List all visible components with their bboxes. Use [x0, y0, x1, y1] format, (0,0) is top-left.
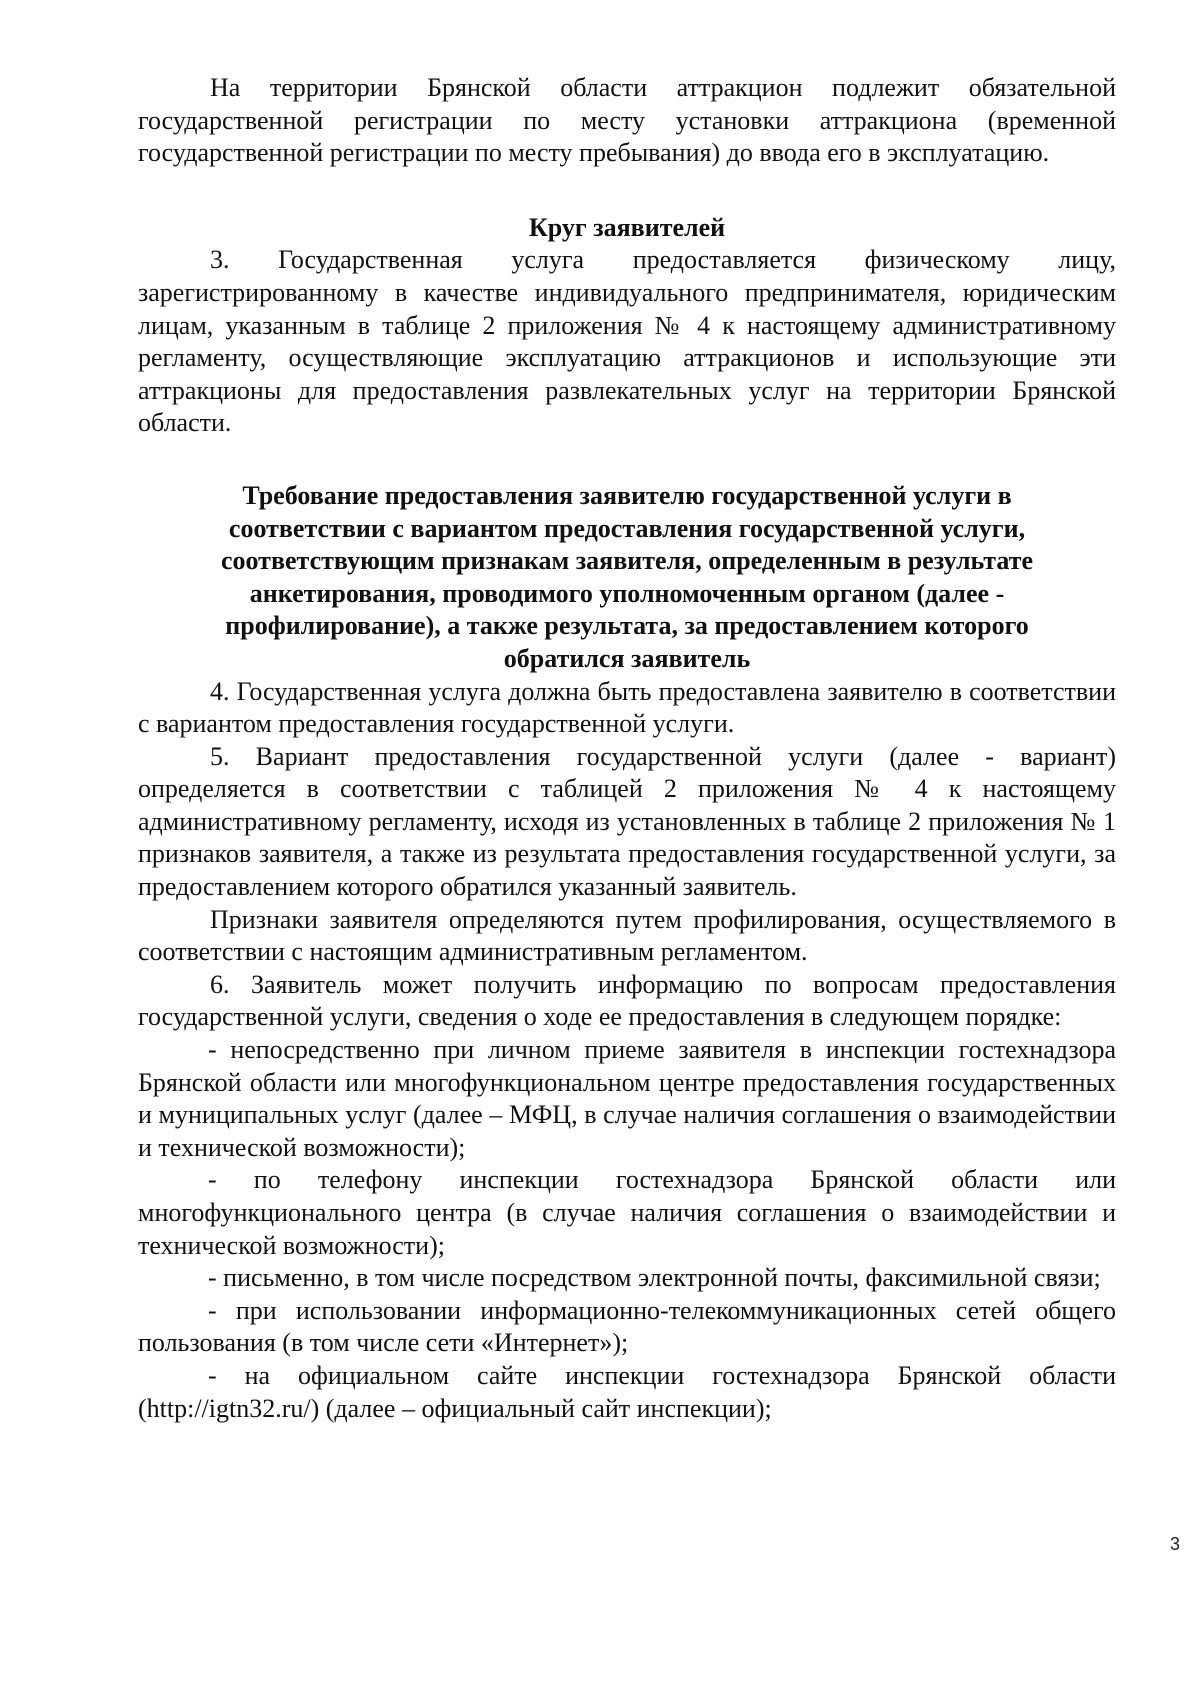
paragraph-applicant-signs: Признаки заявителя определяются путем профилирования, осуществляемого в соответствии с настоящим административным регламентом. — [138, 904, 1116, 967]
intro-paragraph: На территории Брянской области аттракцион подлежит обязательной государственной регистрации по месту установки аттракциона (временной государственной регистрации по месту пребывания) до ввода его в эксплуатацию. — [138, 73, 1116, 168]
paragraph-3: 3. Государственная услуга предоставляется физическому лицу, зарегистрированному в качестве индивидуального предпринимателя, юридическим лицам, указанным в таблице 2 приложения № 4 к настоящему административному регламенту, осуществляющие эксплуатацию аттракционов и использующие эти аттракционы для предоставления развлекательных услуг на территории Брянской области. — [138, 245, 1116, 438]
paragraph-4: 4. Государственная услуга должна быть предоставлена заявителю в соответствии с вариантом предоставления государственной услуги. — [138, 676, 1116, 739]
section-heading-applicants: Круг заявителей — [528, 212, 726, 242]
list-item: - на официальном сайте инспекции гостехнадзора Брянской области (http://igtn32.ru/) (далее – официальный сайт инспекции); — [138, 1360, 1116, 1423]
heading-line: Требование предоставления заявителю государственной услуги в — [242, 480, 1012, 510]
spacer — [138, 440, 1116, 480]
paragraph-6: 6. Заявитель может получить информацию по вопросам предоставления государственной услуги, сведения о ходе ее предоставления в следующем порядке: — [138, 969, 1116, 1032]
section-heading-requirement — [138, 480, 1116, 676]
heading-line: соответствующим признакам заявителя, определенным в результате — [220, 546, 1034, 576]
paragraph-5: 5. Вариант предоставления государственной услуги (далее - вариант) определяется в соответствии с таблицей 2 приложения № 4 к настоящему административному регламенту, исходя из установленных в таблице 2 приложения № 1 признаков заявителя, а также из результата предоставления государственной услуги, за предоставлением которого обратился указанный заявитель. — [138, 741, 1116, 902]
heading-line: анкетирования, проводимого уполномоченным органом (далее - — [249, 578, 1005, 608]
spacer — [138, 170, 1116, 212]
list-item: - письменно, в том числе посредством электронной почты, факсимильной связи; — [208, 1263, 1101, 1293]
list-item: - непосредственно при личном приеме заявителя в инспекции гостехнадзора Брянской области или многофункциональном центре предоставления государственных и муниципальных услуг (далее – МФЦ, в случае наличия соглашения о взаимодействии и технической возможности); — [138, 1035, 1116, 1162]
info-channels-list — [138, 1034, 1116, 1425]
list-item: - по телефону инспекции гостехнадзора Брянской области или многофункционального центра (в случае наличия соглашения о взаимодействии и технической возможности); — [138, 1165, 1116, 1260]
document-page — [138, 72, 1116, 1425]
heading-line: обратился заявитель — [503, 643, 751, 673]
heading-line: профилирование), а также результата, за предоставлением которого — [225, 611, 1029, 641]
page-number: 3 — [1169, 1534, 1180, 1554]
list-item: - при использовании информационно-телекоммуникационных сетей общего пользования (в том числе сети «Интернет»); — [138, 1295, 1116, 1358]
heading-line: соответствии с вариантом предоставления государственной услуги, — [228, 513, 1026, 543]
